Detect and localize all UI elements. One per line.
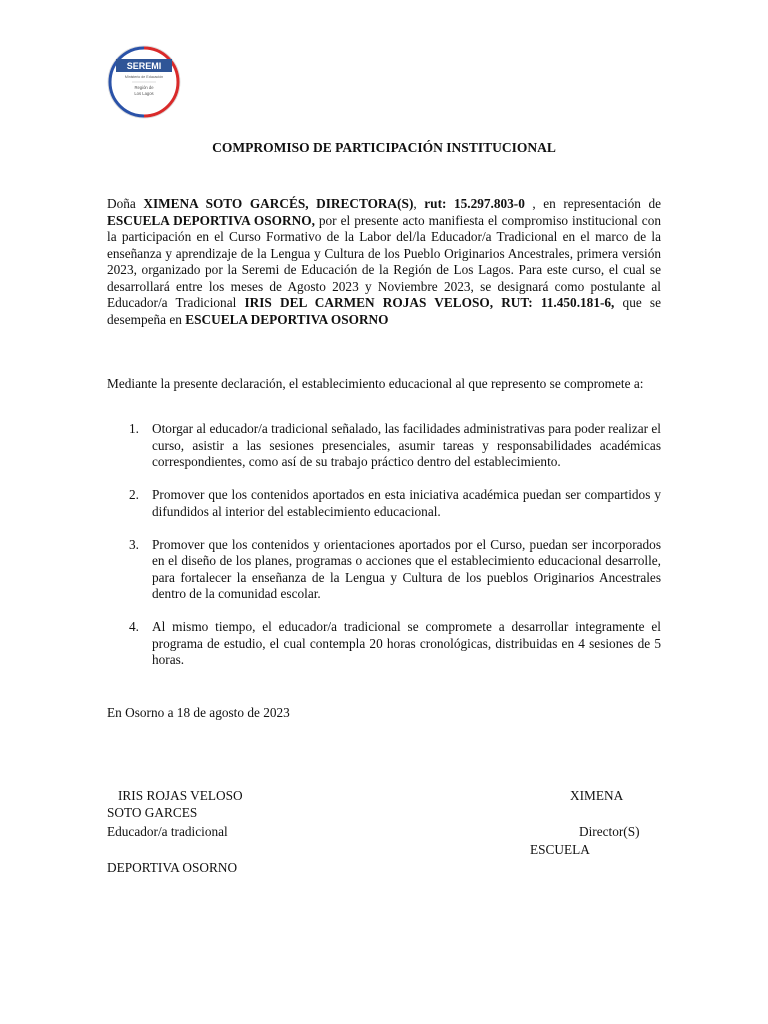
paragraph-text: , en representación de <box>524 196 661 211</box>
list-item <box>107 537 661 603</box>
date-line: En Osorno a 18 de agosto de 2023 <box>107 705 290 720</box>
paragraph-text: , <box>413 196 425 211</box>
commitments-list <box>107 421 661 685</box>
director-name: XIMENA SOTO GARCÉS, DIRECTORA(S) <box>143 196 414 211</box>
list-item-number: 4. <box>129 619 139 634</box>
school-name-2: ESCUELA DEPORTIVA OSORNO <box>185 311 389 327</box>
signature-right-name: XIMENA <box>570 788 624 803</box>
paragraph-text: Doña <box>107 196 144 211</box>
list-item-text: Al mismo tiempo, el educador/a tradicional se compromete a desarrollar integramente el programa de estudio, el cual contempla 20 horas cronológicas, distribuidas en 4 sesiones de 5 horas. <box>152 619 661 667</box>
signature-right-name-cont: SOTO GARCES <box>107 805 198 820</box>
document-title: COMPROMISO DE PARTICIPACIÓN INSTITUCIONAL <box>212 140 556 155</box>
signature-left-name: IRIS ROJAS VELOSO <box>118 788 243 803</box>
paragraph-text: por el presente acto manifiesta el compromiso institucional con la participación en el Curso Formativo de la Labor del/la Educador/a Tradicional en el marco de la enseñanza y aprendizaje de la Lengua y Cultura de los Pueblo Originarios Ancestrales, primera versión 2023, organizado por la Seremi de Educación de la Región de Los Lagos. Para este curso, el cual se desarrollará entre los meses de Agosto 2023 y Noviembre 2023, se designará como postulante al Educador/a Tradicional <box>107 212 661 310</box>
intro-paragraph: Mediante la presente declaración, el establecimiento educacional al que represento se compromete a: <box>107 376 644 391</box>
commitment-paragraph <box>107 196 661 328</box>
signature-left-role: Educador/a tradicional <box>107 824 228 839</box>
educator-name: IRIS DEL CARMEN ROJAS VELOSO, RUT: 11.450.181-6, <box>244 295 615 310</box>
list-item-number: 2. <box>129 487 139 502</box>
svg-text:SEREMI: SEREMI <box>126 61 162 71</box>
list-item-number: 3. <box>129 536 139 552</box>
seremi-logo <box>106 44 182 120</box>
list-item <box>107 619 661 669</box>
list-item-text: Otorgar al educador/a tradicional señalado, las facilidades administrativas para poder realizar el curso, asistir a las sesiones presenciales, asumir tareas y responsabilidades académicas correspondientes, como así de su trabajo práctico dentro del establecimiento. <box>152 421 661 469</box>
list-item <box>107 487 661 520</box>
signature-school-cont: DEPORTIVA OSORNO <box>107 860 238 875</box>
list-item-text: Promover que los contenidos aportados en esta iniciativa académica puedan ser compartidos y difundidos al interior del establecimiento educacional. <box>152 487 661 519</box>
svg-text:Ministerio de Educación: Ministerio de Educación <box>124 75 164 79</box>
director-rut: rut: 15.297.803-0 <box>424 196 525 211</box>
svg-text:Los Lagos: Los Lagos <box>134 91 154 96</box>
paragraph-text: que se desempeña en <box>107 295 661 327</box>
svg-text:Región de: Región de <box>134 85 154 90</box>
list-item-number: 1. <box>129 421 139 436</box>
list-item <box>107 421 661 471</box>
signature-right-role: Director(S) <box>579 824 640 839</box>
signature-school: ESCUELA <box>530 842 590 857</box>
school-name: ESCUELA DEPORTIVA OSORNO, <box>107 212 315 228</box>
list-item-text: Promover que los contenidos y orientaciones aportados por el Curso, puedan ser incorporados en el diseño de los planes, programas o acciones que el establecimiento educacional desarrolle, para fortalecer la enseñanza de la Lengua y Cultura de los pueblos Originarios Ancestrales dentro de la comunidad escolar. <box>152 536 661 601</box>
